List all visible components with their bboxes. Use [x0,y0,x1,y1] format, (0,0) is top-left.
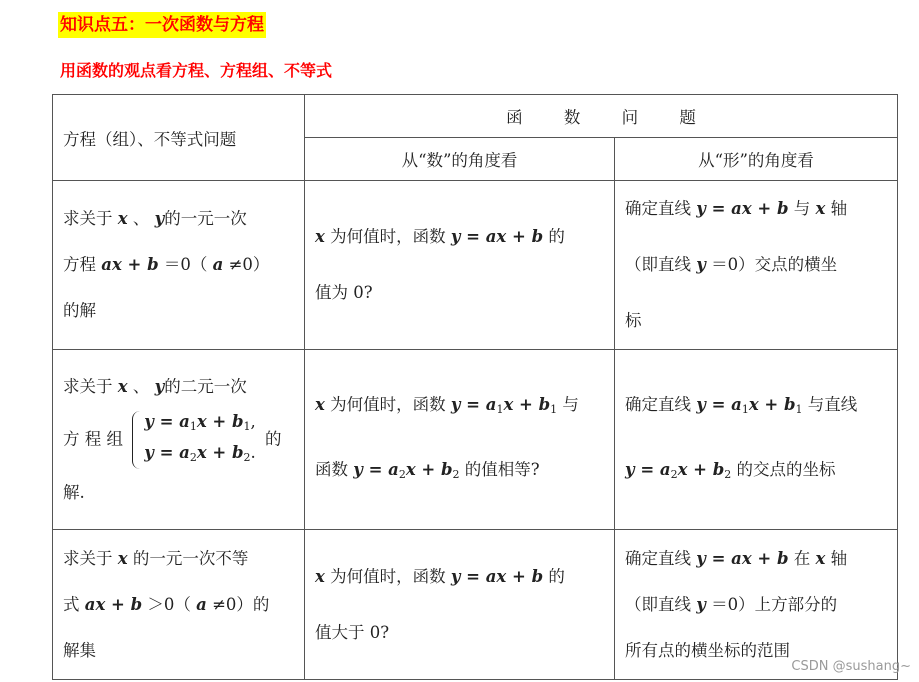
header-number-view: 从“数”的角度看 [305,138,615,181]
row3-shape-cell: 确定直线 y = ax + b 在 x 轴 （即直线 y ＝0）上方部分的 所有点的横坐标的范围 [615,530,898,680]
section-subtitle: 用函数的观点看方程、方程组、不等式 [60,61,333,80]
header-shape-view: 从“形”的角度看 [615,138,898,181]
page-title: 知识点五：一次函数与方程 [58,12,266,38]
row2-shape-cell: 确定直线 $y = a_1x + b_1$ 与直线 $y = a_2x + b_2$ 的交点的坐标 [615,350,898,530]
function-equation-table [52,94,898,680]
row1-shape-cell: 确定直线 y = ax + b 与 x 轴 （即直线 y ＝0）交点的横坐 标 [615,181,898,350]
brace-icon [132,411,141,469]
watermark: CSDN @sushang~ [791,659,911,674]
row1-equation-cell: 求关于 x 、 y的一元一次 方程 ax + b ＝0（ a ≠0） 的解 [53,181,305,350]
header-function-problems: 函 数 问 题 [305,95,898,138]
row2-equation-cell: 求关于 x 、 y的二元一次 方 程 组 $y = a_1x + b_1$, $y = a_2x + b_2$. 的 解. [53,350,305,530]
header-equation-problems: 方程（组）、不等式问题 [53,95,305,181]
row1-number-cell: x 为何值时，函数 y = ax + b 的 值为 0? [305,181,615,350]
row3-inequality-cell: 求关于 x 的一元一次不等 式 ax + b ＞0（ a ≠0）的 解集 [53,530,305,680]
equation-system: $y = a_1x + b_1$, $y = a_2x + b_2$. [132,409,256,471]
row2-number-cell: x 为何值时，函数 $y = a_1x + b_1$ 与 函数 $y = a_2x + b_2$ 的值相等? [305,350,615,530]
row3-number-cell: x 为何值时，函数 y = ax + b 的 值大于 0? [305,530,615,680]
